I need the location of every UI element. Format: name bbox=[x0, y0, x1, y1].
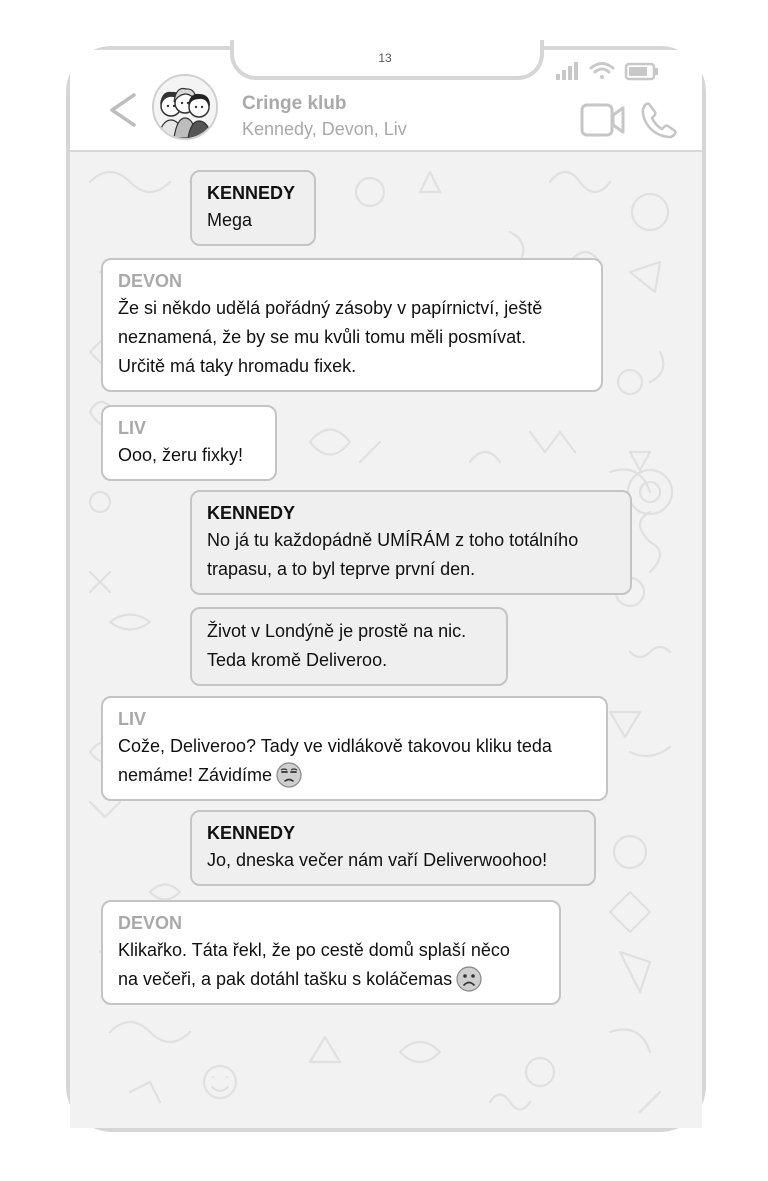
message-text-line: Teda kromě Deliveroo. bbox=[207, 650, 388, 670]
message-sender: DEVON bbox=[118, 913, 183, 933]
message-bubble-liv[interactable] bbox=[101, 696, 608, 801]
slightly-frowning-face-emoji bbox=[456, 966, 482, 992]
phone-call-icon[interactable] bbox=[640, 101, 678, 144]
message-text-line: Klikařko. Táta řekl, že po cestě domů splaší něco bbox=[118, 940, 510, 960]
chat-members: Kennedy, Devon, Liv bbox=[242, 119, 407, 139]
chat-title: Cringe klub bbox=[242, 93, 347, 114]
message-text: Ooo, žeru fixky! bbox=[118, 445, 244, 465]
back-chevron-icon[interactable] bbox=[108, 92, 138, 133]
battery-icon bbox=[626, 64, 658, 79]
page-number: 13 bbox=[378, 51, 392, 65]
message-text-line: neznamená, že by se mu kvůli tomu měli posmívat. bbox=[118, 327, 527, 347]
status-bar bbox=[554, 60, 664, 89]
message-bubble-kennedy[interactable] bbox=[190, 490, 632, 595]
message-sender: LIV bbox=[118, 709, 147, 729]
message-bubble-kennedy[interactable] bbox=[190, 810, 596, 886]
message-bubble-kennedy-continued[interactable] bbox=[190, 607, 508, 686]
message-text-line: trapasu, a to byl teprve první den. bbox=[207, 559, 476, 579]
message-text-line: Život v Londýně je prostě na nic. bbox=[207, 621, 467, 641]
message-bubble-liv[interactable] bbox=[101, 405, 277, 481]
message-text-line: Určitě má taky hromadu fixek. bbox=[118, 356, 357, 376]
message-text-line bbox=[118, 761, 591, 790]
message-text-line bbox=[118, 965, 544, 994]
chat-area[interactable] bbox=[70, 152, 702, 1128]
group-avatar[interactable] bbox=[152, 74, 218, 140]
message-text-line: No já tu každopádně UMÍRÁM z toho totálního bbox=[207, 530, 579, 550]
message-text: Jo, dneska večer nám vaří Deliverwoohoo! bbox=[207, 850, 548, 870]
message-bubble-kennedy[interactable] bbox=[190, 170, 316, 246]
message-text: nemáme! Závidíme bbox=[118, 765, 273, 785]
message-sender: KENNEDY bbox=[207, 823, 296, 843]
video-call-icon[interactable] bbox=[580, 102, 626, 143]
message-bubble-devon[interactable] bbox=[101, 258, 603, 392]
message-text: na večeři, a pak dotáhl tašku s koláčemas bbox=[118, 969, 453, 989]
message-sender: KENNEDY bbox=[207, 183, 296, 203]
message-text-line: Že si někdo udělá pořádný zásoby v papírnictví, ještě bbox=[118, 298, 543, 318]
message-sender: KENNEDY bbox=[207, 503, 296, 523]
unamused-face-emoji bbox=[276, 762, 302, 788]
signal-icon bbox=[556, 62, 578, 80]
message-sender: LIV bbox=[118, 418, 147, 438]
message-sender: DEVON bbox=[118, 271, 183, 291]
message-text-line: Cože, Deliveroo? Tady ve vidlákově takovou kliku teda bbox=[118, 736, 552, 756]
message-bubble-devon[interactable] bbox=[101, 900, 561, 1005]
message-text: Mega bbox=[207, 210, 253, 230]
wifi-icon bbox=[591, 64, 613, 80]
